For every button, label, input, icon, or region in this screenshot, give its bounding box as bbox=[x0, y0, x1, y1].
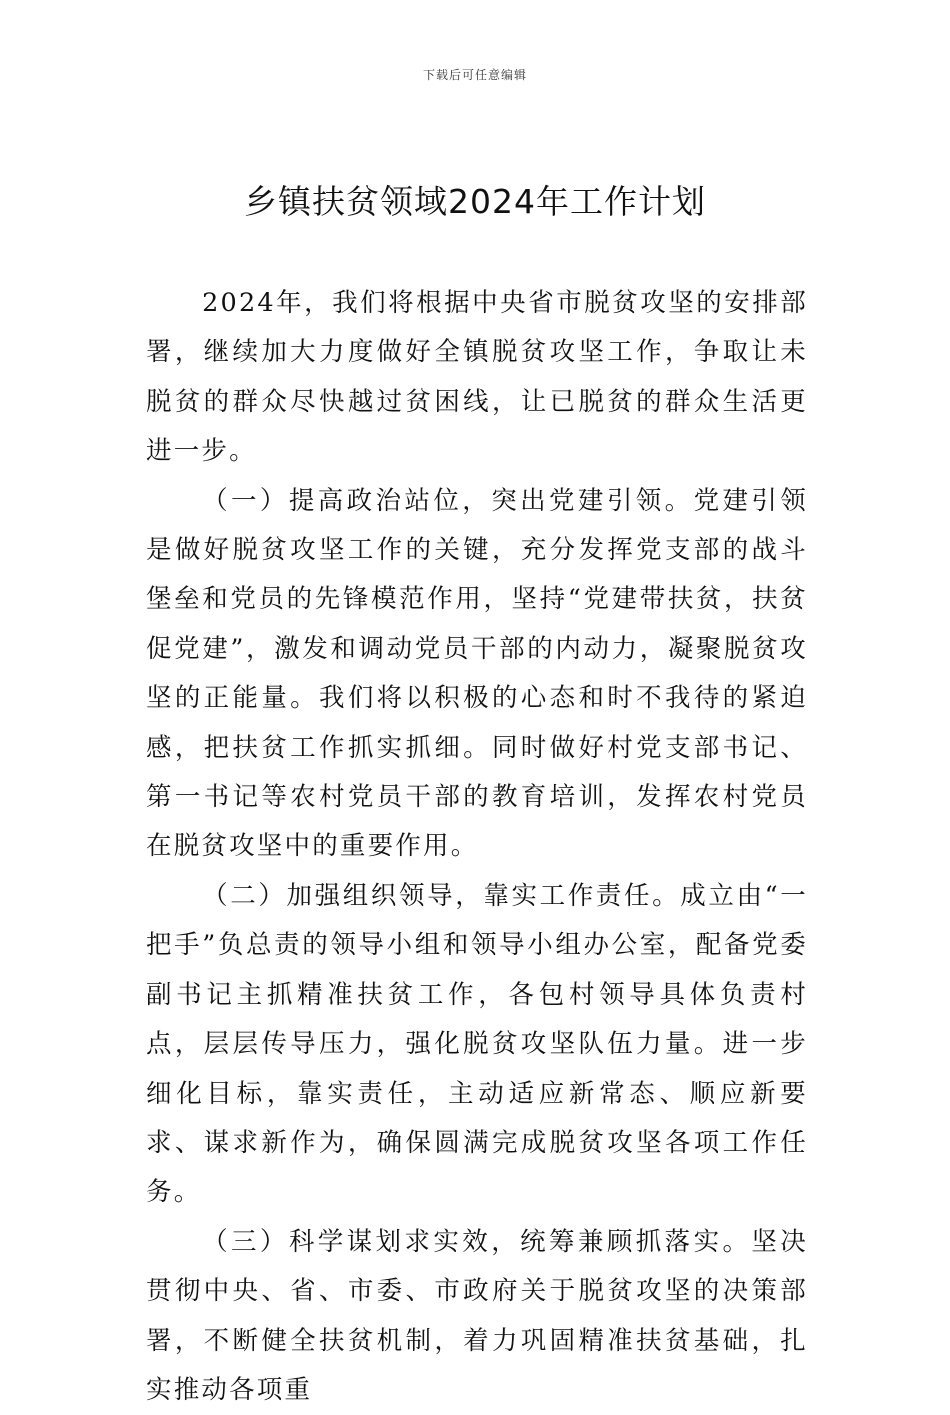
header-note: 下载后可任意编辑 bbox=[422, 68, 527, 82]
paragraph-section-3: （三）科学谋划求实效，统筹兼顾抓落实。坚决贯彻中央、省、市委、市政府关于脱贫攻坚的决策部署，不断健全扶贫机制，着力巩固精准扶贫基础，扎实推动各项重 bbox=[146, 1226, 808, 1405]
document-title: 乡镇扶贫领域2024年工作计划 bbox=[244, 182, 706, 221]
document-body bbox=[146, 279, 808, 1415]
paragraph-section-2: （二）加强组织领导，靠实工作责任。成立由“一把手”负总责的领导小组和领导小组办公室，配备党委副书记主抓精准扶贫工作，各包村领导具体负责村点，层层传导压力，强化脱贫攻坚队伍力量。进一步细化目标，靠实责任，主动适应新常态、顺应新要求、谋求新作为，确保圆满完成脱贫攻坚各项工作任务。 bbox=[146, 880, 808, 1208]
paragraph-section-1: （一）提高政治站位，突出党建引领。党建引领是做好脱贫攻坚工作的关键，充分发挥党支部的战斗堡垒和党员的先锋模范作用，坚持“党建带扶贫，扶贫促党建”，激发和调动党员干部的内动力，凝聚脱贫攻坚的正能量。我们将以积极的心态和时不我待的紧迫感，把扶贫工作抓实抓细。同时做好村党支部书记、第一书记等农村党员干部的教育培训，发挥农村党员在脱贫攻坚中的重要作用。 bbox=[146, 485, 808, 862]
paragraph-intro: 2024年，我们将根据中央省市脱贫攻坚的安排部署，继续加大力度做好全镇脱贫攻坚工作，争取让未脱贫的群众尽快越过贫困线，让已脱贫的群众生活更进一步。 bbox=[146, 288, 808, 467]
